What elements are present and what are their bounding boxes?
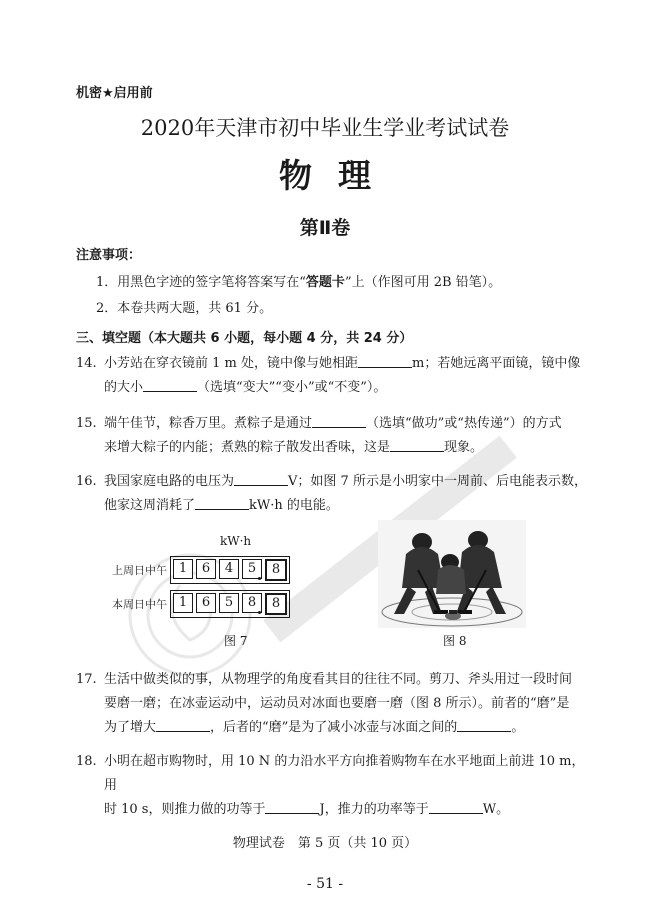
meter-digit: 5: [219, 593, 239, 613]
answer-blank[interactable]: [234, 473, 288, 486]
note-item-2: 2．本卷共两大题，共 61 分。: [96, 301, 273, 316]
volume-title: 第Ⅱ卷: [299, 217, 351, 239]
meter-digit-decimal: 8: [265, 559, 287, 581]
answer-blank[interactable]: [143, 379, 197, 392]
meter-digit-decimal: 8: [265, 593, 287, 615]
figure-7-caption: 图 7: [224, 634, 248, 648]
exam-title: 2020年天津市初中毕业生学业考试试卷: [140, 116, 510, 140]
section-heading: 三、填空题（本大题共 6 小题，每小题 4 分，共 24 分）: [76, 331, 413, 346]
meter-row-1-label: 上周日中午: [112, 564, 167, 577]
question-16: 16. 我国家庭电路的电压为 V；如图 7 所示是小明家中一周前、后电能表示数， 他家这周消耗了 kW·h 的电能。: [76, 474, 587, 513]
meter-digit: 1: [173, 559, 193, 579]
meter-digit: 6: [196, 559, 216, 579]
question-18: 18. 小明在超市购物时，用 10 N 的力沿水平方向推着购物车在水平地面上前进 10 m，用 时 10 s，则推力做的功等于 J，推力的功率等于 W。: [76, 754, 585, 817]
answer-blank[interactable]: [312, 415, 366, 428]
meter-digit: 1: [173, 593, 193, 613]
meter-row-2: [170, 590, 290, 618]
page-number: - 51 -: [306, 876, 344, 892]
meter-row-1: [170, 556, 290, 584]
figure-8-caption: 图 8: [443, 634, 467, 648]
question-14: 14. 小芳站在穿衣镜前 1 m 处，镜中像与她相距 m；若她远离平面镜，镜中像 的大小 （选填“变大”“变小”或“不变”）。: [76, 356, 581, 395]
note-item-1: 1．用黑色字迹的签字笔将答案写在“答题卡”上（作图可用 2B 铅笔）。: [96, 275, 502, 290]
page-footer: 物理试卷 第 5 页（共 10 页）: [232, 836, 418, 851]
decimal-point: [258, 611, 261, 614]
subject-title: 物理: [279, 156, 397, 195]
meter-unit: kW·h: [220, 534, 252, 548]
answer-card-text: 答题卡: [305, 275, 345, 290]
notes-heading: 注意事项：: [76, 248, 142, 263]
confidential-mark: 机密★启用前: [76, 86, 153, 101]
meter-digit: 5: [242, 559, 262, 579]
answer-blank[interactable]: [195, 497, 249, 510]
figure-7-meter: [112, 534, 312, 654]
meter-digit: 8: [242, 593, 262, 613]
answer-blank[interactable]: [156, 719, 210, 732]
answer-blank[interactable]: [429, 801, 483, 814]
meter-row-2-label: 本周日中午: [112, 598, 167, 611]
meter-digit: 4: [219, 559, 239, 579]
answer-blank[interactable]: [457, 719, 511, 732]
answer-blank[interactable]: [358, 355, 412, 368]
figure-8-curling-photo: [378, 520, 526, 628]
meter-digit: 6: [196, 593, 216, 613]
decimal-point: [258, 577, 261, 580]
answer-blank[interactable]: [265, 801, 319, 814]
question-17: 17. 生活中做类似的事，从物理学的角度看其目的往往不同。剪刀、斧头用过一段时间 要磨一磨；在冰壶运动中，运动员对冰面也要磨一磨（图 8 所示）。前者的“磨”是 为了增大 ，后者的“磨”是为了减小冰壶与冰面之间的 。: [76, 672, 573, 735]
question-15: 15. 端午佳节，粽香万里。煮粽子是通过 （选填“做功”或“热传递”）的方式 来增大粽子的内能；煮熟的粽子散发出香味，这是 现象。: [76, 416, 562, 455]
answer-blank[interactable]: [390, 439, 444, 452]
